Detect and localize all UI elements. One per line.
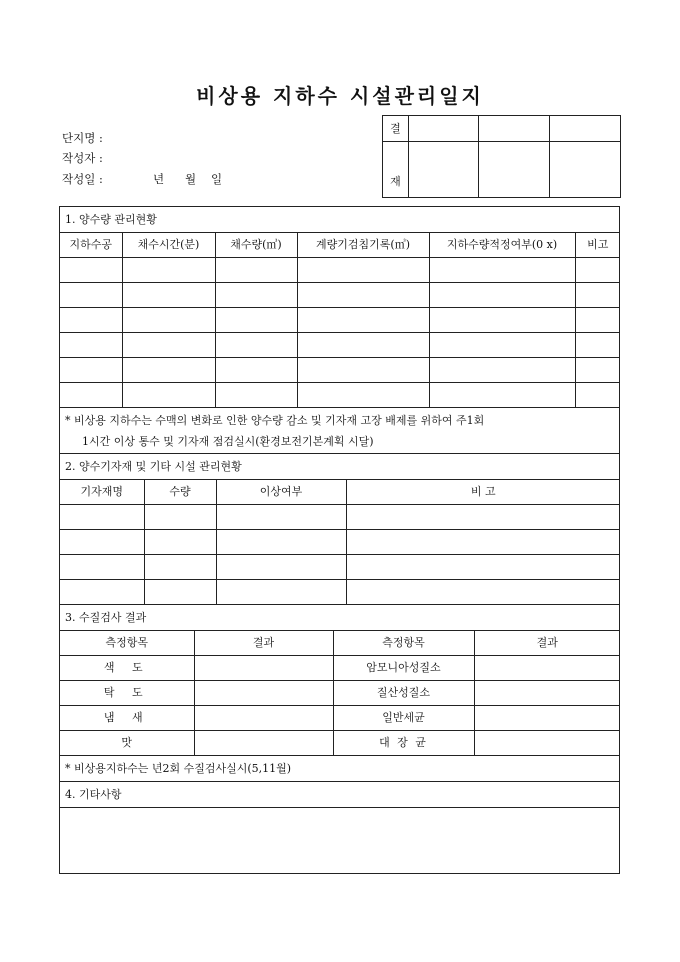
pumping-table [60,233,620,407]
table-cell[interactable] [215,307,297,332]
item-label: 대 장 균 [333,730,474,755]
complex-name-label: 단지명 : [62,131,103,145]
table-cell[interactable] [297,382,429,407]
item-label: 색 도 [60,655,194,680]
column-header: 채수시간(분) [122,233,215,257]
table-cell[interactable] [144,529,216,554]
table-row [60,307,620,332]
section-1-title: 1. 양수량 관리현황 [60,207,620,233]
approval-box [382,115,621,198]
table-cell[interactable] [575,257,620,282]
table-cell[interactable] [215,357,297,382]
table-cell[interactable] [297,357,429,382]
main-form [59,206,620,874]
table-cell[interactable] [346,504,620,529]
column-header: 측정항목 [60,631,194,655]
table-cell[interactable] [575,282,620,307]
table-row [60,504,620,529]
table-cell[interactable] [122,357,215,382]
table-cell[interactable] [346,529,620,554]
column-header: 비 고 [346,480,620,504]
table-cell[interactable] [60,382,122,407]
column-header: 비고 [575,233,620,257]
table-row [60,529,620,554]
column-header: 기자재명 [60,480,144,504]
result-cell[interactable] [194,705,333,730]
table-cell[interactable] [216,529,346,554]
section-4-title: 4. 기타사항 [60,782,620,808]
table-cell[interactable] [575,357,620,382]
table-cell[interactable] [60,357,122,382]
item-label: 맛 [60,730,194,755]
result-cell[interactable] [474,705,620,730]
table-cell[interactable] [60,307,122,332]
table-cell[interactable] [297,282,429,307]
column-header: 결과 [194,631,333,655]
table-row [60,332,620,357]
table-cell[interactable] [215,382,297,407]
table-cell[interactable] [122,257,215,282]
table-row [60,579,620,604]
result-cell[interactable] [474,680,620,705]
item-label: 일반세균 [333,705,474,730]
table-cell[interactable] [122,382,215,407]
date-day: 일 [211,172,223,186]
approval-title-cell[interactable] [409,116,479,142]
item-label: 암모니아성질소 [333,655,474,680]
table-cell[interactable] [575,332,620,357]
table-row [60,282,620,307]
table-row [60,382,620,407]
table-cell[interactable] [429,282,575,307]
column-header: 수량 [144,480,216,504]
approval-sign-cell[interactable] [409,142,479,198]
equipment-table [60,480,620,604]
table-cell[interactable] [575,307,620,332]
date-month: 월 [185,172,197,186]
table-cell[interactable] [575,382,620,407]
table-cell[interactable] [429,307,575,332]
table-row [60,257,620,282]
table-cell[interactable] [429,357,575,382]
table-cell[interactable] [122,307,215,332]
table-row [60,655,620,680]
date-year: 년 [153,172,165,186]
section-2-title: 2. 양수기자재 및 기타 시설 관리현황 [60,454,620,480]
table-cell[interactable] [60,504,144,529]
approval-sign-cell[interactable] [550,142,621,198]
page-title: 비상용 지하수 시설관리일지 [196,84,484,108]
note-line: 1시간 이상 통수 및 기자재 점검실시(환경보전기본계획 시달) [82,434,374,448]
table-cell[interactable] [144,579,216,604]
item-label: 냄 새 [60,705,194,730]
table-row [60,554,620,579]
other-notes-area[interactable] [60,808,620,874]
table-cell[interactable] [215,332,297,357]
table-cell[interactable] [216,579,346,604]
result-cell[interactable] [194,730,333,755]
approval-label-top: 결 [383,116,409,142]
item-label: 탁 도 [60,680,194,705]
table-cell[interactable] [122,282,215,307]
table-row [60,705,620,730]
table-row [60,730,620,755]
result-cell[interactable] [194,680,333,705]
table-cell[interactable] [297,307,429,332]
approval-sign-cell[interactable] [479,142,550,198]
table-cell[interactable] [144,554,216,579]
table-cell[interactable] [429,332,575,357]
result-cell[interactable] [474,730,620,755]
table-cell[interactable] [215,257,297,282]
table-cell[interactable] [60,554,144,579]
approval-title-cell[interactable] [479,116,550,142]
column-header: 채수량(㎥) [215,233,297,257]
table-cell[interactable] [122,332,215,357]
result-cell[interactable] [474,655,620,680]
table-cell[interactable] [215,282,297,307]
table-cell[interactable] [297,257,429,282]
table-cell[interactable] [60,579,144,604]
table-cell[interactable] [346,579,620,604]
table-row [60,680,620,705]
date-label: 작성일 : [62,172,103,186]
item-label: 질산성질소 [333,680,474,705]
column-header: 계량기검침기록(㎥) [297,233,429,257]
table-cell[interactable] [216,504,346,529]
table-row [60,357,620,382]
table-cell[interactable] [429,382,575,407]
section-3-note: * 비상용지하수는 년2회 수질검사실시(5,11월) [60,756,620,782]
table-cell[interactable] [297,332,429,357]
note-line: * 비상용 지하수는 수맥의 변화로 인한 양수량 감소 및 기자재 고장 배제를 위하여 주1회 [65,413,485,427]
table-cell[interactable] [60,332,122,357]
column-header: 결과 [474,631,620,655]
table-cell[interactable] [144,504,216,529]
result-cell[interactable] [194,655,333,680]
section-1-note [60,408,620,454]
table-cell[interactable] [346,554,620,579]
table-cell[interactable] [60,257,122,282]
table-cell[interactable] [60,282,122,307]
table-cell[interactable] [429,257,575,282]
column-header: 이상여부 [216,480,346,504]
water-quality-table [60,631,620,755]
section-3-title: 3. 수질검사 결과 [60,605,620,631]
column-header: 지하수량적정여부(0 x) [429,233,575,257]
column-header: 지하수공 [60,233,122,257]
column-header: 측정항목 [333,631,474,655]
table-cell[interactable] [60,529,144,554]
approval-label-bottom: 재 [383,142,409,198]
table-cell[interactable] [216,554,346,579]
approval-title-cell[interactable] [550,116,621,142]
writer-label: 작성자 : [62,151,103,165]
